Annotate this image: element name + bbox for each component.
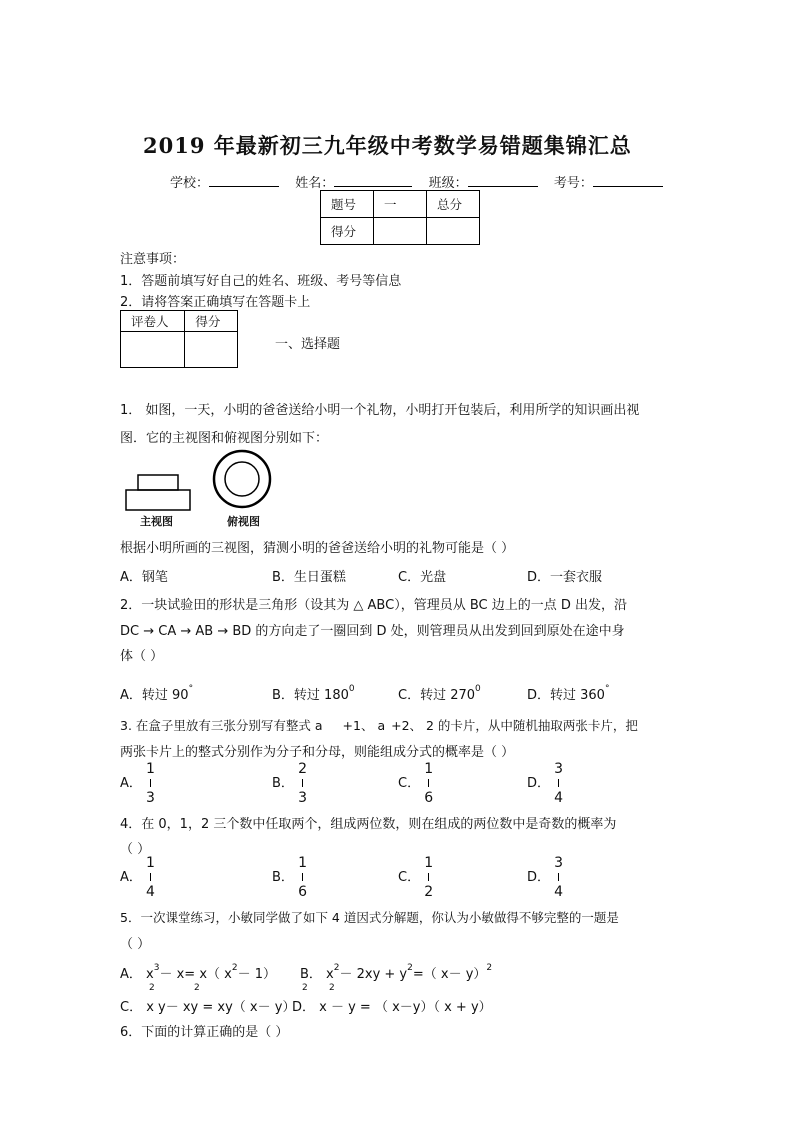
question-1-line: 1． 如图，一天，小明的爸爸送给小明一个礼物，小明打开包装后，利用所学的知识画出视 (120, 403, 640, 418)
page-title: 2019 年最新初三九年级中考数学易错题集锦汇总 (143, 133, 632, 158)
notice-heading: 注意事项： (120, 252, 186, 267)
question-2-line: 体（ ） (120, 649, 164, 664)
fraction-bar (302, 779, 304, 787)
fraction (424, 762, 433, 805)
question-5-line: （ ） (120, 937, 151, 952)
math-text: － 1） (237, 967, 276, 982)
exponent: 2 (407, 963, 413, 973)
fraction-bar (558, 873, 560, 881)
exponent: 2 (231, 963, 238, 973)
option-label: B． (272, 776, 294, 791)
q1-option-d[interactable]: D．一套衣服 (527, 570, 603, 585)
math-text: － x= x（ x (159, 967, 232, 982)
option-label: C． (398, 776, 421, 791)
fraction-numerator: 3 (554, 855, 564, 871)
option-label: D． (527, 870, 551, 885)
math-text: A． x (120, 967, 154, 982)
fraction (554, 856, 563, 899)
q4-option-a[interactable] (120, 856, 155, 899)
q2-option-d[interactable] (527, 684, 609, 703)
q5-option-c[interactable]: C． x y－ xy = xy（ x－ y） (120, 1000, 296, 1015)
grader-input-cell[interactable] (185, 332, 238, 368)
school-field[interactable] (209, 174, 279, 187)
question-3-line: 两张卡片上的整式分别作为分子和分母，则能组成分式的概率是（ ） (120, 745, 515, 760)
name-label: 姓名： (295, 176, 335, 191)
q4-option-c[interactable] (398, 856, 433, 899)
math-text: － 2xy + y (339, 967, 408, 982)
grader-table-cell: 得分 (185, 311, 238, 332)
question-1-line: 根据小明所画的三视图，猜测小明的爸爸送给小明的礼物可能是（ ） (120, 541, 515, 556)
option-label: C． (398, 870, 421, 885)
exponent: 2 (329, 983, 335, 993)
exponent: 2 (149, 983, 155, 993)
q3-option-c[interactable] (398, 762, 433, 805)
fraction (146, 762, 155, 805)
option-label: A． (120, 776, 142, 791)
question-2-line: 2．一块试验田的形状是三角形（设其为 △ ABC），管理员从 BC 边上的一点 D 出发，沿 (120, 598, 628, 613)
question-4-line: （ ） (120, 842, 151, 857)
q3-text-part: +1、 a (342, 718, 386, 733)
q5-option-d[interactable]: D． x － y = （ x－y）（ x + y） (292, 1000, 492, 1015)
fraction-bar (558, 779, 560, 787)
score-table (320, 190, 480, 245)
notice-item: 2．请将答案正确填写在答题卡上 (120, 295, 311, 310)
fraction-numerator: 1 (146, 855, 155, 871)
fraction-denominator: 2 (424, 884, 434, 900)
exponent: 3 (153, 963, 160, 973)
fraction (554, 762, 563, 805)
fraction-bar (428, 873, 430, 881)
q1-option-b[interactable]: B．生日蛋糕 (272, 570, 346, 585)
math-text: B． x (300, 967, 334, 982)
fraction-numerator: 3 (554, 761, 564, 777)
q2-option-label: D．转过 360 (527, 688, 605, 703)
score-table-cell: 题号 (321, 191, 374, 218)
class-label: 班级： (428, 176, 468, 191)
fraction-denominator: 6 (298, 884, 307, 900)
fraction-numerator: 1 (298, 855, 307, 871)
q5-option-a[interactable] (120, 963, 276, 982)
notice-item: 1．答题前填写好自己的姓名、班级、考号等信息 (120, 274, 402, 289)
header-fields (170, 172, 663, 191)
math-text: =（ x－ y） (412, 967, 487, 982)
q1-option-c[interactable]: C．光盘 (398, 570, 447, 585)
question-1-line: 图．它的主视图和俯视图分别如下： (120, 431, 329, 446)
q2-option-c[interactable] (398, 684, 481, 703)
fraction-bar (150, 873, 152, 881)
fraction-bar (150, 779, 152, 787)
section-title: 一、选择题 (275, 337, 341, 352)
option-label: D． (527, 776, 551, 791)
score-table-cell: 得分 (321, 218, 374, 245)
front-view-top (138, 475, 178, 490)
score-table-cell: 总分 (427, 191, 480, 218)
q1-option-a[interactable]: A．钢笔 (120, 570, 168, 585)
top-view-inner-circle (225, 462, 259, 496)
q3-option-d[interactable] (527, 762, 563, 805)
grader-table (120, 310, 238, 368)
exponent: 2 (302, 983, 308, 993)
fraction-numerator: 1 (146, 761, 155, 777)
q3-text-part: +2、 2 的卡片，从中随机抽取两张卡片，把 (391, 718, 638, 733)
fraction (298, 856, 307, 899)
fraction-bar (302, 873, 304, 881)
fraction-denominator: 4 (554, 790, 564, 806)
question-4-line: 4．在 0，1，2 三个数中任取两个，组成两位数，则在组成的两位数中是奇数的概率为 (120, 817, 617, 832)
q4-option-b[interactable] (272, 856, 307, 899)
school-label: 学校： (170, 176, 210, 191)
degree-mark: ° (188, 684, 194, 694)
score-input-cell[interactable] (374, 218, 427, 245)
exponent: 2 (486, 963, 493, 973)
front-view-label: 主视图 (140, 515, 173, 528)
q4-option-d[interactable] (527, 856, 563, 899)
fraction (298, 762, 307, 805)
score-input-cell[interactable] (427, 218, 480, 245)
q3-text-part: 3. 在盒子里放有三张分别写有整式 a (120, 718, 323, 733)
question-3-line (120, 716, 638, 734)
front-view-base (126, 490, 190, 510)
name-field[interactable] (334, 174, 412, 187)
exponent: 2 (194, 983, 200, 993)
score-table-cell: 一 (374, 191, 427, 218)
q2-option-b[interactable] (272, 684, 355, 703)
top-view-label: 俯视图 (227, 515, 260, 528)
q3-option-a[interactable] (120, 762, 155, 805)
class-field[interactable] (468, 174, 538, 187)
fraction-denominator: 4 (554, 884, 564, 900)
q2-option-a[interactable] (120, 684, 193, 703)
q2-option-label: A．转过 90 (120, 688, 189, 703)
grader-input-cell[interactable] (121, 332, 185, 368)
degree-mark: 0 (475, 684, 481, 694)
q2-option-label: C．转过 270 (398, 688, 476, 703)
fraction (424, 856, 433, 899)
question-2-line: DC → CA → AB → BD 的方向走了一圈回到 D 处，则管理员从出发到回到原处在途中身 (120, 624, 625, 639)
exponent: 2 (333, 963, 340, 973)
exam-no-field[interactable] (593, 174, 663, 187)
question-5-line: 5．一次课堂练习，小敏同学做了如下 4 道因式分解题，你认为小敏做得不够完整的一题是 (120, 910, 619, 925)
fraction-denominator: 3 (146, 790, 155, 806)
degree-mark: 0 (348, 684, 355, 694)
exam-no-label: 考号： (553, 176, 593, 191)
fraction (146, 856, 155, 899)
degree-mark: ° (604, 684, 610, 694)
fraction-numerator: 2 (298, 761, 307, 777)
fraction-bar (428, 779, 430, 787)
fraction-denominator: 4 (146, 884, 155, 900)
grader-table-cell: 评卷人 (121, 311, 185, 332)
q3-option-b[interactable] (272, 762, 307, 805)
question-6-line: 6．下面的计算正确的是（ ） (120, 1025, 289, 1040)
option-label: A． (120, 870, 142, 885)
fraction-numerator: 1 (424, 855, 434, 871)
fraction-numerator: 1 (424, 761, 434, 777)
q2-option-label: B．转过 180 (272, 688, 349, 703)
option-label: B． (272, 870, 294, 885)
fraction-denominator: 3 (298, 790, 307, 806)
q5-option-b[interactable] (300, 963, 492, 982)
top-view-outer-circle (214, 451, 270, 507)
fraction-denominator: 6 (424, 790, 434, 806)
